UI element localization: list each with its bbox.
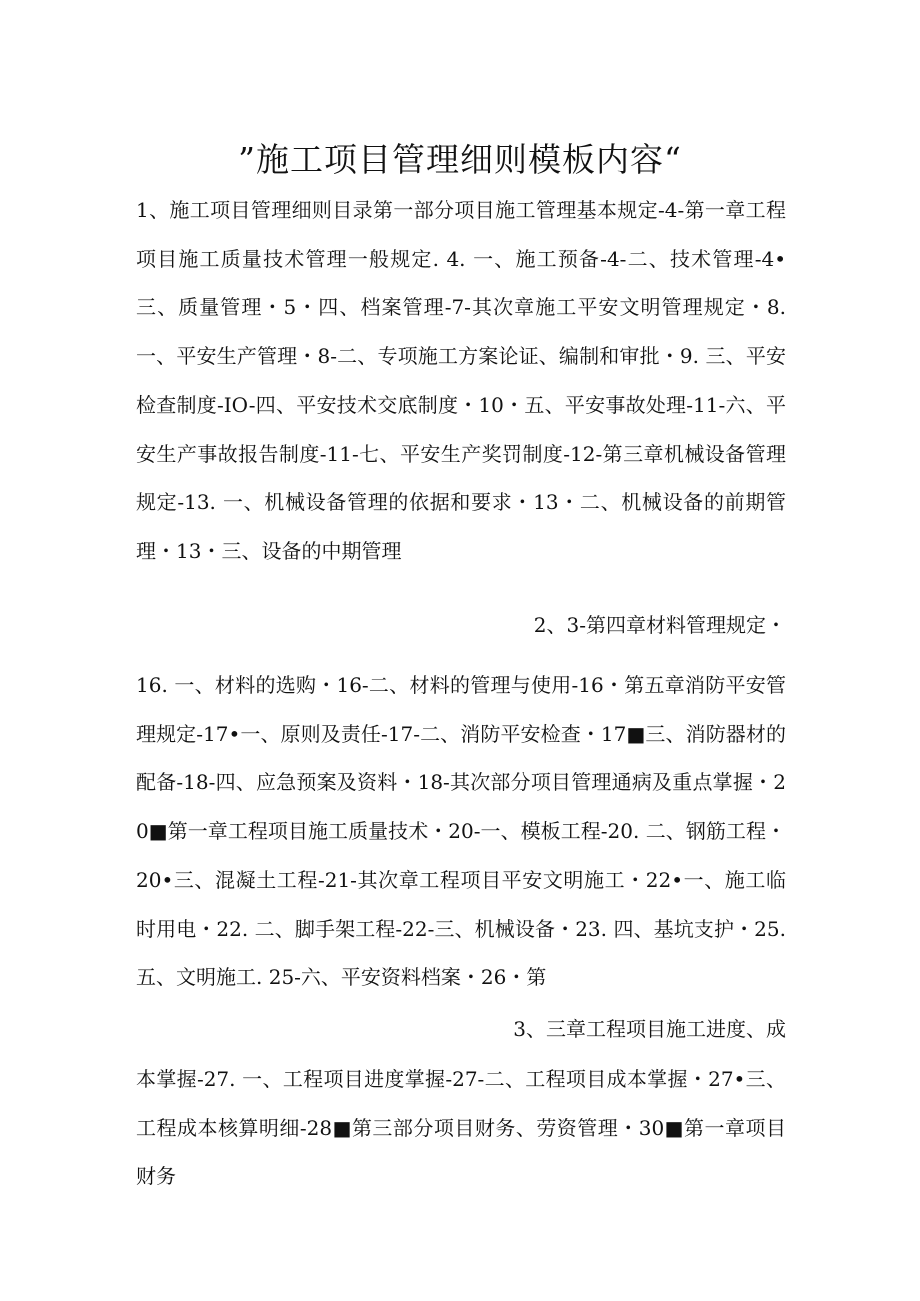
paragraph-5: 本掌握-27. 一、工程项目进度掌握-27-二、工程项目成本掌握・27•三、工程成本核算明细-28■第三部分项目财务、劳资管理・30■第一章项目财务 [136, 1067, 786, 1189]
paragraph-2: 2、3-第四章材料管理规定・ [533, 613, 786, 637]
document-title: ”施工项目管理细则模板内容“ [238, 140, 682, 179]
paragraph-1: 1、施工项目管理细则目录第一部分项目施工管理基本规定-4-第一章工程项目施工质量技术管理一般规定. 4. 一、施工预备-4-二、技术管理-4•三、质量管理・5・四、档案管理-7-其次章施工平安文明管理规定・8. 一、平安生产管理・8-二、专项施工方案论证、编制和审批・9. 三、平安检查制度-IO-四、平安技术交底制度・10・五、平安事故处理-11-六、平安生产事故报告制度-11-七、平安生产奖罚制度-12-第三章机械设备管理规定-13. 一、机械设备管理的依据和要求・13・二、机械设备的前期管理・13・三、设备的中期管理 [136, 198, 786, 563]
paragraph-3: 16. 一、材料的选购・16-二、材料的管理与使用-16・第五章消防平安管理规定-17•一、原则及责任-17-二、消防平安检查・17■三、消防器材的配备-18-四、应急预案及资料・18-其次部分项目管理通病及重点掌握・20■第一章工程项目施工质量技术・20-一、模板工程-20. 二、钢筋工程・20•三、混凝土工程-21-其次章工程项目平安文明施工・22•一、施工临时用电・22. 二、脚手架工程-22-三、机械设备・23. 四、基坑支护・25. 五、文明施工. 25-六、平安资料档案・26・第 [136, 673, 786, 990]
paragraph-4: 3、三章工程项目施工进度、成 [513, 1017, 786, 1041]
